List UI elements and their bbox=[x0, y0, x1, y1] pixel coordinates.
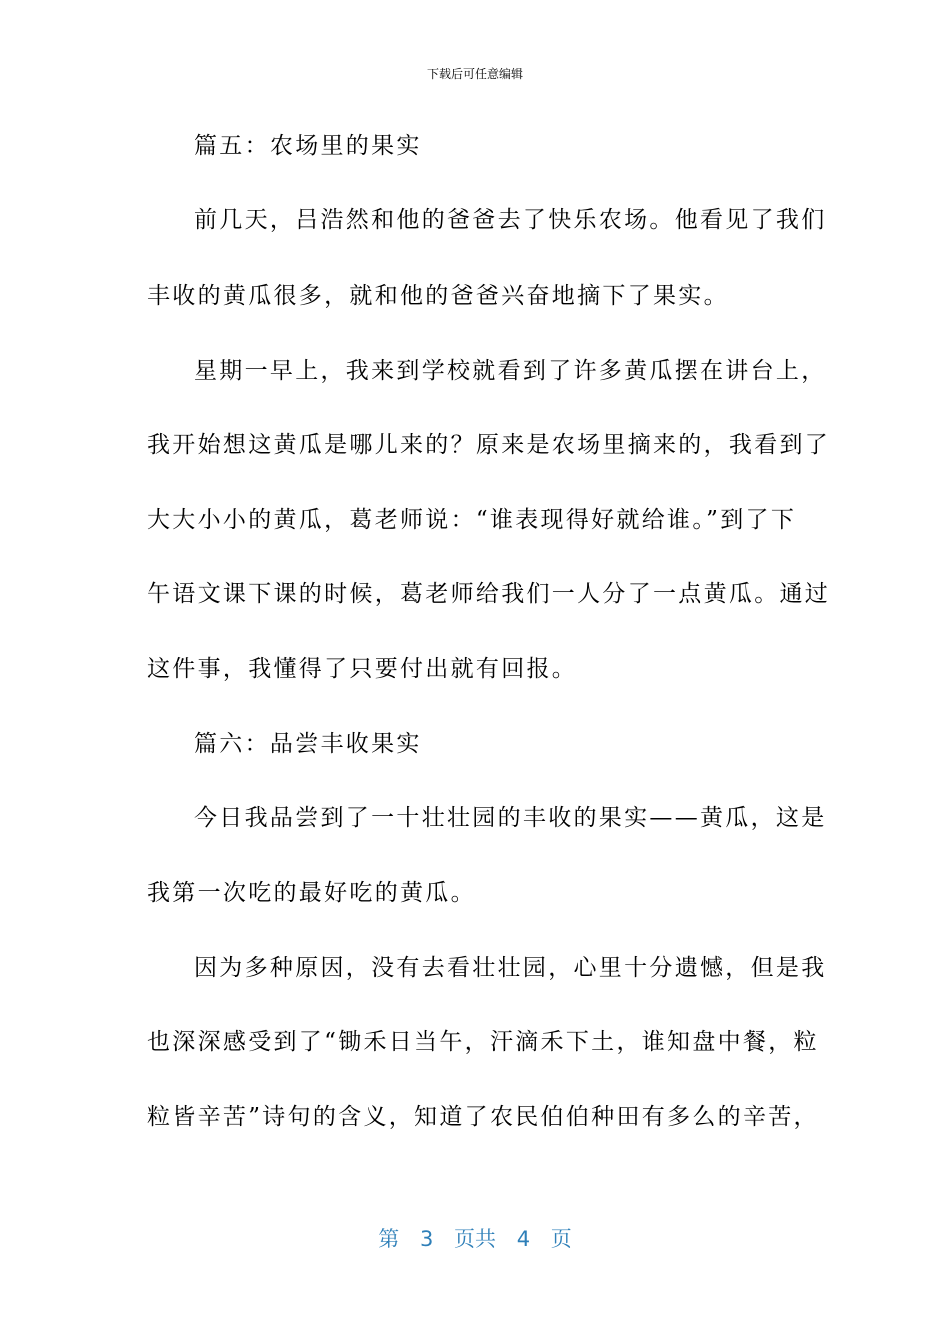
paragraph-line: 这件事，我懂得了只要付出就有回报。 bbox=[147, 656, 578, 682]
current-page-number: 3 bbox=[419, 1227, 434, 1251]
paragraph-line: 大大小小的黄瓜，葛老师说：“谁表现得好就给谁。”到了下 bbox=[147, 507, 797, 533]
paragraph-line: 也深深感受到了“锄禾日当午，汗滴禾下土，谁知盘中餐，粒 bbox=[147, 1029, 819, 1055]
page-middle: 页共 bbox=[454, 1227, 496, 1251]
paragraph-line: 今日我品尝到了一十壮壮园的丰收的果实——黄瓜，这是 bbox=[194, 805, 827, 831]
page-suffix: 页 bbox=[550, 1227, 572, 1251]
paragraph-line: 丰收的黄瓜很多，就和他的爸爸兴奋地摘下了果实。 bbox=[147, 283, 729, 309]
total-pages-number: 4 bbox=[516, 1227, 531, 1251]
paragraph-line: 我开始想这黄瓜是哪儿来的？原来是农场里摘来的，我看到了 bbox=[147, 432, 831, 458]
paragraph-line: 我第一次吃的最好吃的黄瓜。 bbox=[147, 880, 476, 906]
paragraph-line: 粒皆辛苦”诗句的含义，知道了农民伯伯种田有多么的辛苦， bbox=[147, 1104, 819, 1130]
page-footer bbox=[0, 1226, 950, 1252]
paragraph-line: 前几天，吕浩然和他的爸爸去了快乐农场。他看见了我们 bbox=[194, 207, 827, 233]
page-prefix: 第 bbox=[378, 1227, 400, 1251]
paragraph-line: 星期一早上，我来到学校就看到了许多黄瓜摆在讲台上， bbox=[194, 358, 827, 384]
section-title: 篇六：品尝丰收果实 bbox=[194, 731, 422, 757]
header-note: 下载后可任意编辑 bbox=[426, 67, 523, 81]
paragraph-line: 因为多种原因，没有去看壮壮园，心里十分遗憾，但是我 bbox=[194, 955, 827, 981]
section-title: 篇五：农场里的果实 bbox=[194, 133, 422, 159]
paragraph-line: 午语文课下课的时候，葛老师给我们一人分了一点黄瓜。通过 bbox=[147, 581, 831, 607]
